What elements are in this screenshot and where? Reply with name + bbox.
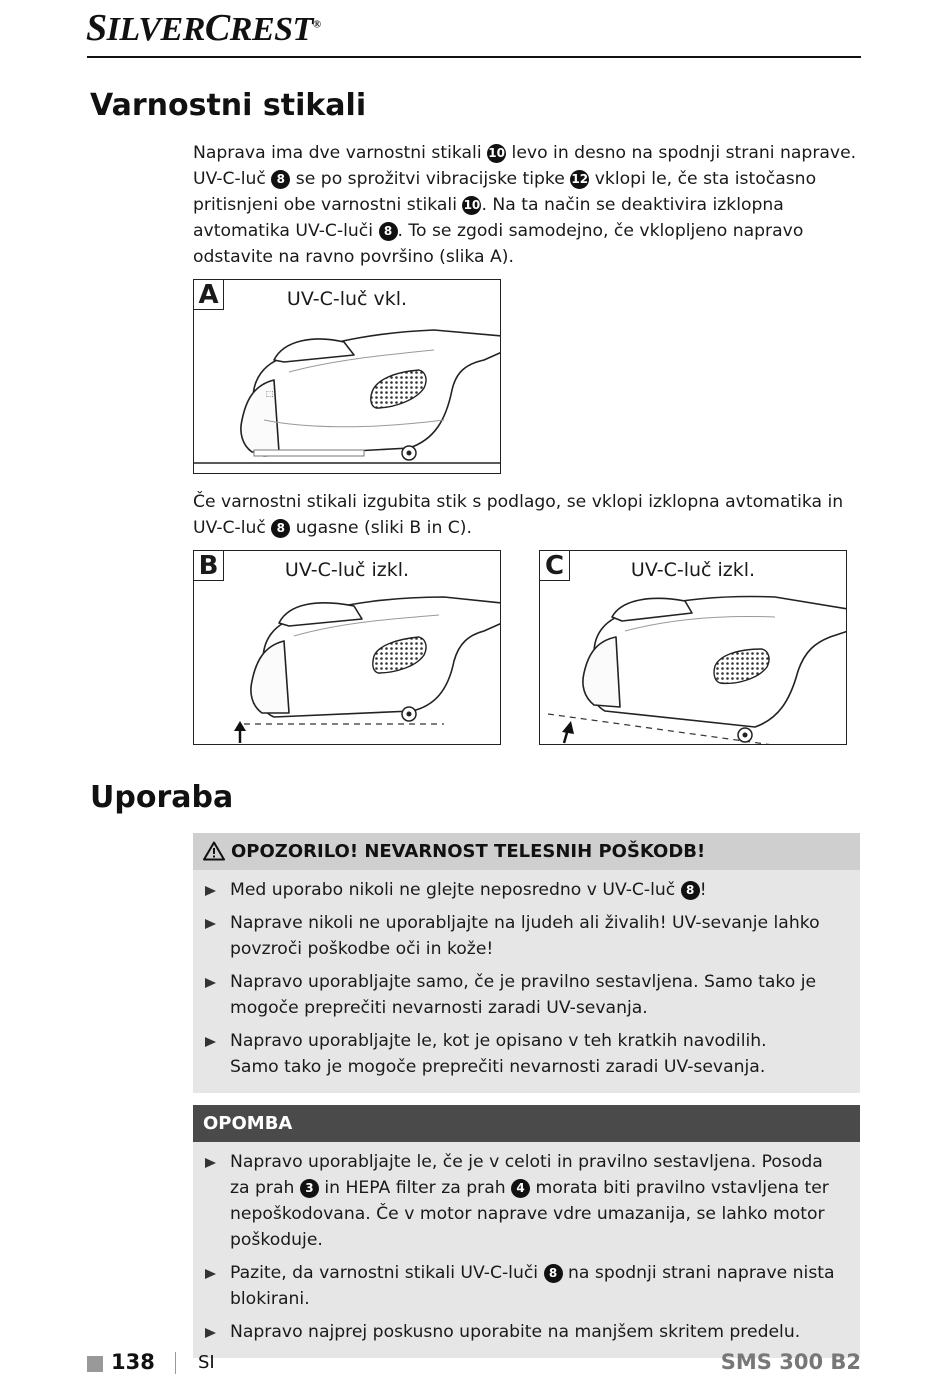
figure-c <box>539 550 847 745</box>
figure-b <box>193 550 501 745</box>
language-code: SI <box>198 1352 215 1373</box>
model-number: SMS 300 B2 <box>720 1350 861 1374</box>
callout-8: 8 <box>271 519 290 538</box>
list-item: Napravo uporabljajte le, če je v celoti in pravilno sestavljena. Posoda za prah 3 in HEPA filter za prah 4 morata biti pravilno vstavljena ter nepoškodovana. Če v motor naprave vdre umazanija, se lahko motor poškoduje. <box>193 1149 860 1253</box>
warning-title: OPOZORILO! NEVARNOST TELESNIH POŠKODB! <box>193 833 860 870</box>
figure-caption: UV-C-luč vkl. <box>286 288 408 310</box>
footer-square-icon <box>87 1356 103 1372</box>
callout-3: 3 <box>300 1179 319 1198</box>
list-item: Napravo uporabljajte samo, če je pravilno sestavljena. Samo tako je mogoče preprečiti nevarnosti zaradi UV-sevanja. <box>193 969 860 1021</box>
svg-text:⬚: ⬚ <box>266 389 274 398</box>
list-item: Pazite, da varnostni stikali UV-C-luči 8 na spodnji strani naprave nista blokirani. <box>193 1260 860 1312</box>
figure-letter: C <box>540 551 570 581</box>
callout-12: 12 <box>570 170 589 189</box>
callout-8: 8 <box>379 222 398 241</box>
page-number: 138 <box>111 1350 155 1374</box>
figure-caption: UV-C-luč izkl. <box>284 559 410 581</box>
callout-8: 8 <box>681 881 700 900</box>
footer-divider <box>175 1352 176 1374</box>
callout-8: 8 <box>544 1264 563 1283</box>
callout-4: 4 <box>511 1179 530 1198</box>
note-box <box>193 1105 860 1358</box>
warning-box <box>193 833 860 1093</box>
note-title: OPOMBA <box>193 1105 860 1142</box>
figure-letter: A <box>194 280 224 310</box>
callout-10: 10 <box>462 196 481 215</box>
list-item: Napravo uporabljajte le, kot je opisano v teh kratkih navodilih. Samo tako je mogoče preprečiti nevarnosti zaradi UV-sevanja. <box>193 1028 860 1080</box>
callout-8: 8 <box>271 170 290 189</box>
page-footer <box>87 1348 861 1380</box>
callout-10: 10 <box>487 144 506 163</box>
list-item: Naprave nikoli ne uporabljajte na ljudeh ali živalih! UV-sevanje lahko povzroči poškodbe oči in kože! <box>193 910 860 962</box>
figure-letter: B <box>194 551 224 581</box>
section-title-safety-switches: Varnostni stikali <box>90 88 367 123</box>
figure-caption: UV-C-luč izkl. <box>630 559 756 581</box>
contact-loss-paragraph: Če varnostni stikali izgubita stik s podlago, se vklopi izklopna avtomatika in UV-C-luč 8 ugasne (sliki B in C). <box>193 492 844 538</box>
list-item: Med uporabo nikoli ne glejte neposredno v UV-C-luč 8 ! <box>193 877 860 903</box>
header-rule <box>87 56 861 58</box>
warning-triangle-icon <box>203 841 225 861</box>
safety-switches-paragraph: Naprava ima dve varnostni stikali 10 levo in desno na spodnji strani naprave. UV-C-luč 8 se po sprožitvi vibracijske tipke 12 vklopi le, če sta istočasno pritisnjeni obe varnostni stikali 10. Na ta način se deaktivira izklopna avtomatika UV-C-luči 8 . To se zgodi samodejno, če vklopljeno napravo odstavite na ravno površino (slika A). <box>193 143 857 267</box>
section-title-usage: Uporaba <box>90 780 234 815</box>
list-item: Napravo najprej poskusno uporabite na manjšem skritem predelu. <box>193 1319 860 1345</box>
brand-logo: SILVERCREST® <box>86 7 321 49</box>
figure-a <box>193 279 501 474</box>
